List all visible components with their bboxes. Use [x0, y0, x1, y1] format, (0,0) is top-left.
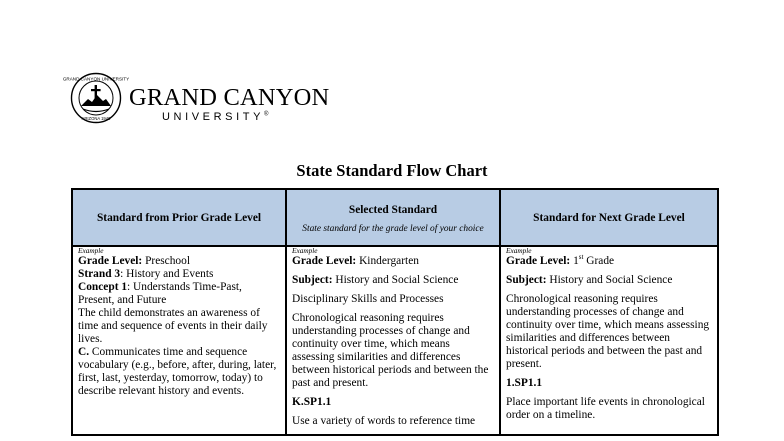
next-code: 1.SP1.1 — [506, 377, 543, 389]
next-reasoning: Chronological reasoning requires understanding processes of change and continuity over time, which means assessing similarities and differences between historical periods and between the past and present. — [506, 293, 710, 370]
example-label: Example — [78, 246, 104, 255]
prior-description: The child demonstrates an awareness of time and sequence of events in their daily lives. — [78, 307, 268, 345]
example-label: Example — [506, 246, 532, 255]
trademark-symbol: ® — [264, 111, 269, 118]
next-standard-cell — [500, 246, 718, 435]
prior-grade: Grade Level: Preschool — [78, 255, 190, 267]
standards-table — [71, 188, 719, 436]
selected-grade: Grade Level: Kindergarten — [292, 255, 419, 267]
selected-standard-cell — [286, 246, 500, 435]
prior-item-c: C. Communicates time and sequence vocabulary (e.g., before, after, during, later, first, last, yesterday, tomorrow, today) to describe relevant history and events. — [78, 346, 277, 397]
prior-standard-cell — [72, 246, 286, 435]
seal-top-text: GRAND CANYON UNIVERSITY — [62, 76, 130, 82]
next-subject: Subject: History and Social Science — [506, 274, 673, 286]
header-next: Standard for Next Grade Level — [500, 189, 718, 246]
selected-reasoning: Chronological reasoning requires understanding processes of change and continuity over time, which means assessing similarities and differences between historical periods and between the past and present. — [292, 312, 489, 389]
gcu-logo — [62, 72, 330, 128]
logo-subname: UNIVERSITY® — [162, 111, 269, 123]
header-selected-label: Selected Standard — [348, 203, 438, 216]
selected-subject: Subject: History and Social Science — [292, 274, 459, 286]
selected-code: K.SP1.1 — [292, 396, 332, 408]
example-label: Example — [292, 246, 318, 255]
gcu-seal-icon — [62, 72, 130, 124]
header-selected-note: State standard for the grade level of your choice — [302, 223, 484, 234]
next-grade: Grade Level: 1st Grade — [506, 253, 615, 267]
next-code-text: Place important life events in chronological order on a timeline. — [506, 396, 705, 421]
prior-concept: Concept 1: Understands Time-Past, Present, and Future — [78, 281, 242, 306]
selected-code-text: Use a variety of words to reference time — [292, 415, 476, 427]
selected-skills: Disciplinary Skills and Processes — [292, 293, 444, 305]
header-selected — [286, 189, 500, 246]
page-title: State Standard Flow Chart — [296, 161, 488, 180]
seal-bottom-text: ARIZONA 1949 — [81, 116, 111, 121]
prior-strand: Strand 3: History and Events — [78, 268, 214, 280]
logo-name: GRAND CANYON — [129, 84, 330, 111]
table-header-row — [72, 189, 718, 246]
table-row — [72, 246, 718, 435]
header-prior: Standard from Prior Grade Level — [72, 189, 286, 246]
